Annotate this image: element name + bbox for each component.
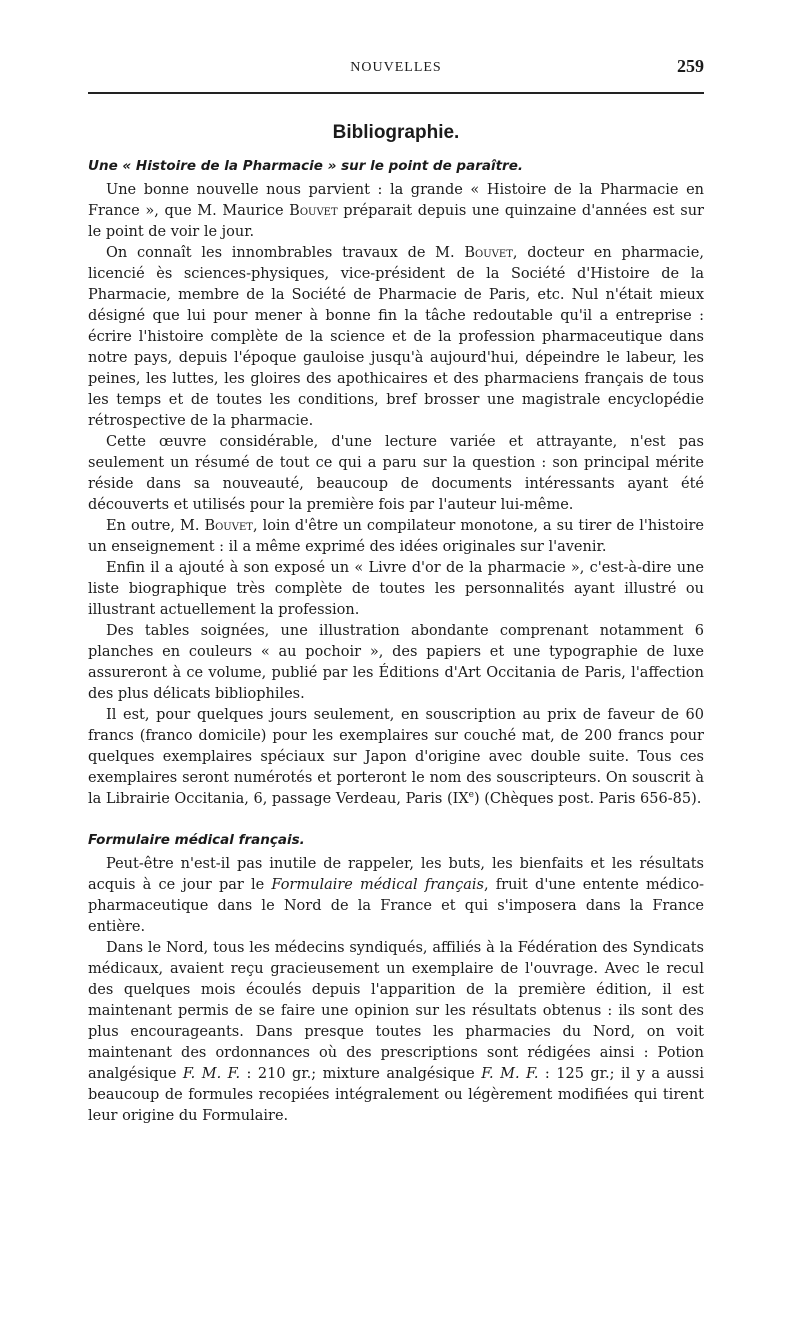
paragraph: Il est, pour quelques jours seulement, en souscription au prix de faveur de 60 francs (franco domicile) pour les exemplaires sur couché mat, de 200 francs pour quelques exemplaires spéciaux sur Japon d'origine avec double suite. Tous ces exemplaires seront numérotés et porteront le nom des souscripteurs. On souscrit à la Librairie Occitania, 6, passage Verdeau, Paris (IXe) (Chèques post. Paris 656-85). [88, 707, 704, 807]
paragraph: Cette œuvre considérable, d'une lecture variée et attrayante, n'est pas seulement un résumé de tout ce qui a paru sur la question : son principal mérite réside dans sa nouveauté, beaucoup de documents intéressants ayant été découverts et utilisés pour la première fois par l'auteur lui-même. [88, 434, 704, 513]
paragraph: Une bonne nouvelle nous parvient : la grande « Histoire de la Pharmacie en France », que M. Maurice Bouvet préparait depuis une quinzaine d'années est sur le point de voir le jour. [88, 182, 704, 240]
paragraph: Des tables soignées, une illustration abondante comprenant notamment 6 planches en couleurs « au pochoir », des papiers et une typographie de luxe assureront à ce volume, publié par les Éditions d'Art Occitania de Paris, l'affection des plus délicats bibliophiles. [88, 623, 704, 702]
running-title: NOUVELLES [350, 60, 442, 75]
article-heading: Formulaire médical français. [88, 832, 305, 848]
paragraph: Dans le Nord, tous les médecins syndiqués, affiliés à la Fédération des Syndicats médicaux, avaient reçu gracieusement un exemplaire de l'ouvrage. Avec le recul des quelques mois écoulés depuis l'apparition de la première édition, il est maintenant permis de se faire une opinion sur les résultats obtenus : ils sont des plus encourageants. Dans presque toutes les pharmacies du Nord, on voit maintenant des ordonnances où des prescriptions sont rédigées ainsi : Potion analgésique F. M. F. : 210 gr.; mixture analgésique F. M. F. : 125 gr.; il y a aussi beaucoup de formules recopiées intégralement ou légèrement modifiées qui tirent leur origine du Formulaire. [88, 940, 704, 1124]
section-title: Bibliographie. [332, 122, 460, 143]
paragraph: On connaît les innombrables travaux de M. Bouvet, docteur en pharmacie, licencié ès sciences-physiques, vice-président de la Société d'Histoire de la Pharmacie, membre de la Société de Pharmacie de Paris, etc. Nul n'était mieux désigné que lui pour mener à bonne fin la tâche redoutable qu'il a entreprise : écrire l'histoire complète de la science et de la profession pharmaceutique dans notre pays, depuis l'époque gauloise jusqu'à aujourd'hui, dépeindre le labeur, les peines, les luttes, les gloires des apothicaires et des pharmaciens français de tous les temps et de toutes les conditions, bref brosser une magistrale encyclopédie rétrospective de la pharmacie. [88, 245, 704, 429]
italic-title: Formulaire médical français [271, 877, 484, 893]
article-histoire-pharmacie [88, 158, 704, 810]
author-name: Bouvet [204, 518, 253, 534]
superscript: e [468, 790, 474, 801]
paragraph: En outre, M. Bouvet, loin d'être un compilateur monotone, a su tirer de l'histoire un enseignement : il a même exprimé des idées originales sur l'avenir. [88, 518, 704, 555]
paragraph: Peut-être n'est-il pas inutile de rappeler, les buts, les bienfaits et les résultats acquis à ce jour par le Formulaire médical français, fruit d'une entente médico-pharmaceutique dans le Nord de la France et qui s'imposera dans la France entière. [88, 856, 704, 935]
page-number: 259 [677, 56, 704, 76]
running-head [88, 56, 704, 86]
author-name: Bouvet [289, 203, 338, 219]
italic-abbrev: F. M. F. [481, 1066, 539, 1082]
page [88, 56, 704, 1127]
italic-abbrev: F. M. F. [182, 1066, 241, 1082]
article-heading: Une « Histoire de la Pharmacie » sur le point de paraître. [88, 158, 523, 174]
author-name: Bouvet [464, 245, 513, 261]
article-formulaire-medical [88, 832, 704, 1127]
paragraph: Enfin il a ajouté à son exposé un « Livre d'or de la pharmacie », c'est-à-dire une liste biographique très complète de toutes les personnalités ayant illustré ou illustrant actuellement la profession. [88, 560, 704, 618]
header-rule [88, 92, 704, 94]
